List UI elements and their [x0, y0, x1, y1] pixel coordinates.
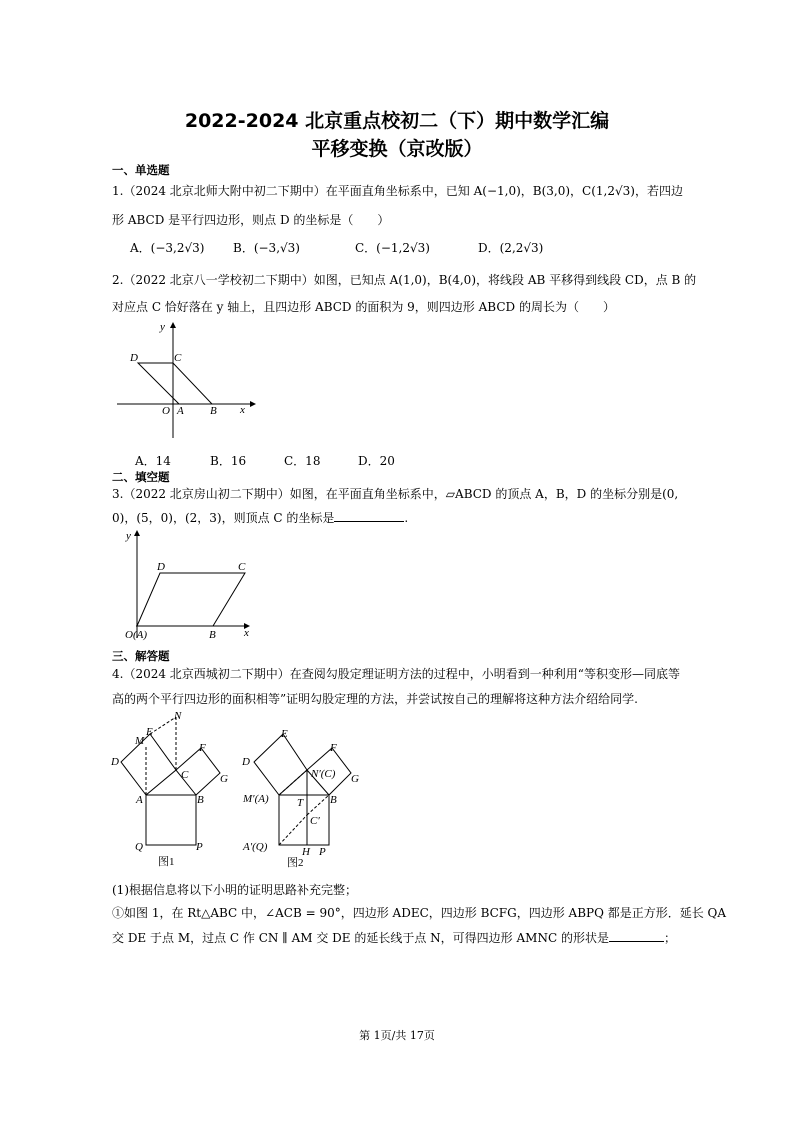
question-2-options — [0, 452, 794, 468]
question-2-line-1: 2.（2022 北京八一学校初二下期中）如图，已知点 A(1,0)，B(4,0)，将线段 AB 平移得到线段 CD，点 B 的 — [112, 273, 697, 287]
question-3-end: . — [404, 511, 409, 525]
question-3-line-2 — [112, 509, 408, 526]
figure-2-pythagorean — [237, 720, 377, 870]
point-c-label: C — [181, 769, 189, 781]
point-h-label: H — [302, 846, 310, 858]
point-a-q-label: A′(Q) — [243, 841, 268, 853]
square-abpq — [146, 795, 196, 845]
question-4-line-2: 高的两个平行四边形的面积相等”证明勾股定理的方法，并尝试按自己的理解将这种方法介绍给同学. — [112, 692, 638, 706]
page-title: 2022-2024 北京重点校初二（下）期中数学汇编 — [184, 110, 610, 132]
point-b-label: B — [209, 629, 216, 641]
option-c: C．18 — [284, 454, 321, 468]
point-d-label: D — [111, 756, 119, 768]
point-c-label: C — [238, 561, 246, 573]
point-c-label: C — [174, 352, 182, 364]
section-heading-solutions: 三、解答题 — [112, 649, 170, 663]
section-heading-fill-in: 二、填空题 — [112, 470, 170, 484]
question-3-line-1: 3.（2022 北京房山初二下期中）如图，在平面直角坐标系中，▱ABCD 的顶点 A，B，D 的坐标分别是(0, — [112, 487, 679, 501]
origin-label: O — [162, 405, 170, 417]
y-axis-label: y — [126, 530, 131, 542]
point-a-label: A — [177, 405, 184, 417]
question-1-line-1: 1.（2024 北京北师大附中初二下期中）在平面直角坐标系中，已知 A(−1,0)，B(3,0)，C(1,2√3)，若四边 — [112, 184, 683, 198]
x-axis-label: x — [240, 404, 245, 416]
point-p-label: P — [196, 841, 203, 853]
question-3-text: 0)，(5，0)，(2，3)，则顶点 C 的坐标是 — [112, 511, 335, 525]
point-a-label: A — [136, 794, 143, 806]
point-b-label: B — [330, 794, 337, 806]
figure-1-caption: 图1 — [158, 856, 175, 868]
origin-a-label: O(A) — [125, 629, 147, 641]
point-b-label: B — [197, 794, 204, 806]
point-e-label: E — [281, 728, 288, 740]
question-1-options — [0, 239, 794, 257]
parallelogram-abcd — [137, 573, 245, 626]
point-g-label: G — [351, 773, 359, 785]
y-axis-label: y — [160, 321, 165, 333]
point-c-prime-label: C′ — [310, 815, 320, 827]
option-d: D．20 — [358, 454, 395, 468]
question-4-part-1: (1)根据信息将以下小明的证明思路补充完整； — [112, 883, 357, 897]
option-a: A．14 — [135, 454, 171, 468]
point-q-label: Q — [135, 841, 143, 853]
point-f-label: F — [199, 742, 206, 754]
y-axis-arrow — [134, 530, 140, 536]
option-b: B．16 — [210, 454, 247, 468]
question-4-step-1-end: ； — [663, 931, 676, 945]
dashed-line-en — [150, 717, 176, 734]
question-4-line-1: 4.（2024 北京西城初二下期中）在查阅勾股定理证明方法的过程中，小明看到一种利用“等积变形—同底等 — [112, 667, 680, 681]
dashed-line-cb — [307, 795, 329, 815]
page-footer: 第 1页/共 17页 — [359, 1029, 435, 1042]
option-c: C．(−1,2√3) — [355, 241, 430, 255]
point-d-label: D — [157, 561, 165, 573]
point-b-label: B — [210, 405, 217, 417]
x-axis-arrow — [250, 401, 256, 407]
point-e-label: E — [146, 726, 153, 738]
option-a: A．(−3,2√3) — [130, 241, 205, 255]
point-d-label: D — [130, 352, 138, 364]
point-d-label: D — [242, 756, 250, 768]
answer-blank[interactable] — [334, 509, 404, 522]
question-3-coordinate-figure — [112, 526, 260, 644]
figure-1-pythagorean — [108, 708, 238, 868]
parallelogram-abcd — [138, 363, 212, 404]
point-n-c-label: N′(C) — [311, 768, 336, 780]
square-adec — [121, 734, 176, 795]
point-f-label: F — [330, 742, 337, 754]
option-b: B．(−3,√3) — [233, 241, 300, 255]
x-axis-label: x — [244, 627, 249, 639]
point-m-a-label: M′(A) — [243, 793, 269, 805]
answer-blank[interactable] — [609, 929, 664, 942]
question-1-line-2: 形 ABCD 是平行四边形，则点 D 的坐标是（ ） — [112, 213, 390, 227]
y-axis-arrow — [170, 322, 176, 328]
question-2-coordinate-figure — [112, 318, 262, 442]
point-n-label: N — [174, 710, 182, 722]
question-4-step-1-line-1: ①如图 1，在 Rt△ABC 中，∠ACB = 90°，四边形 ADEC，四边形 BCFG，四边形 ABPQ 都是正方形．延长 QA — [112, 906, 727, 920]
point-g-label: G — [220, 773, 228, 785]
question-4-step-1-line-2 — [112, 929, 676, 946]
page-subtitle: 平移变换（京改版） — [311, 138, 483, 160]
dashed-line-ac — [279, 815, 307, 845]
point-t-label: T — [297, 797, 304, 809]
question-2-line-2: 对应点 C 恰好落在 y 轴上，且四边形 ABCD 的面积为 9，则四边形 ABCD 的周长为（ ） — [112, 300, 615, 314]
option-d: D．(2,2√3) — [478, 241, 544, 255]
point-m-label: M — [135, 735, 145, 747]
figure-2-caption: 图2 — [287, 857, 304, 869]
question-4-step-1-text: 交 DE 于点 M，过点 C 作 CN ∥ AM 交 DE 的延长线于点 N，可得四边形 AMNC 的形状是 — [112, 931, 609, 945]
square-adec — [254, 734, 307, 795]
point-p-label: P — [319, 846, 326, 858]
section-heading-single-choice: 一、单选题 — [112, 163, 170, 177]
